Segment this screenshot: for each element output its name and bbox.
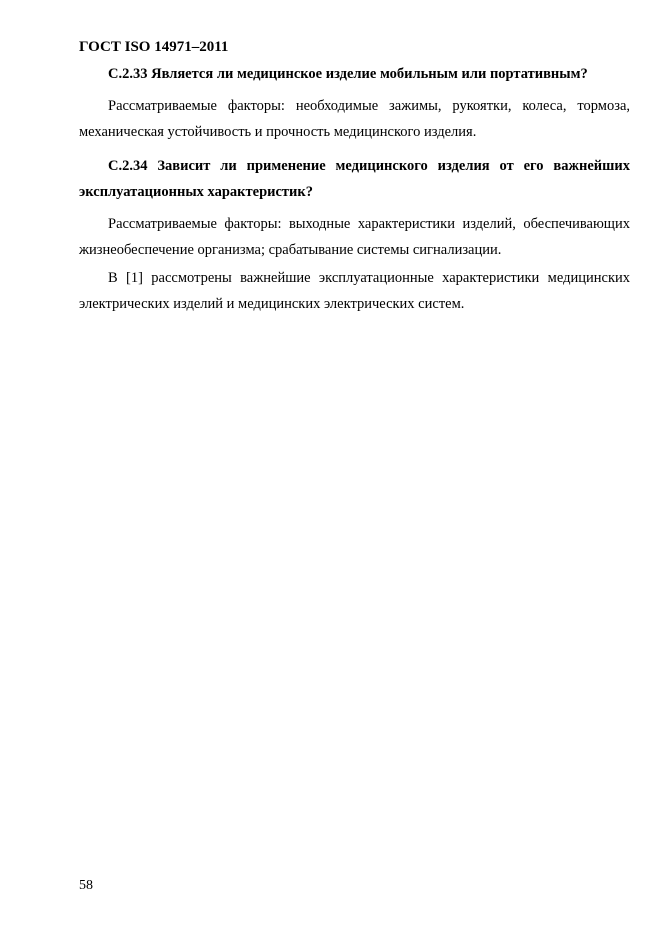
document-body — [79, 61, 630, 317]
page-number: 58 — [79, 878, 93, 893]
document-header: ГОСТ ISO 14971–2011 — [79, 39, 229, 55]
section-c-2-34-paragraph-1: Рассматриваемые факторы: выходные характеристики изделий, обеспечивающих жизнеобеспечение организма; срабатывание системы сигнализации. — [79, 216, 630, 258]
section-c-2-33-paragraph-1: Рассматриваемые факторы: необходимые зажимы, рукоятки, колеса, тормоза, механическая устойчивость и прочность медицинского изделия. — [79, 98, 630, 140]
spacer — [79, 145, 630, 153]
section-heading-c-2-33: С.2.33 Является ли медицинское изделие мобильным или портативным? — [108, 66, 588, 82]
section-heading-c-2-34: С.2.34 Зависит ли применение медицинского изделия от его важнейших эксплуатационных характеристик? — [79, 158, 630, 200]
section-c-2-34-paragraph-2: В [1] рассмотрены важнейшие эксплуатационные характеристики медицинских электрических изделий и медицинских электрических систем. — [79, 270, 630, 312]
